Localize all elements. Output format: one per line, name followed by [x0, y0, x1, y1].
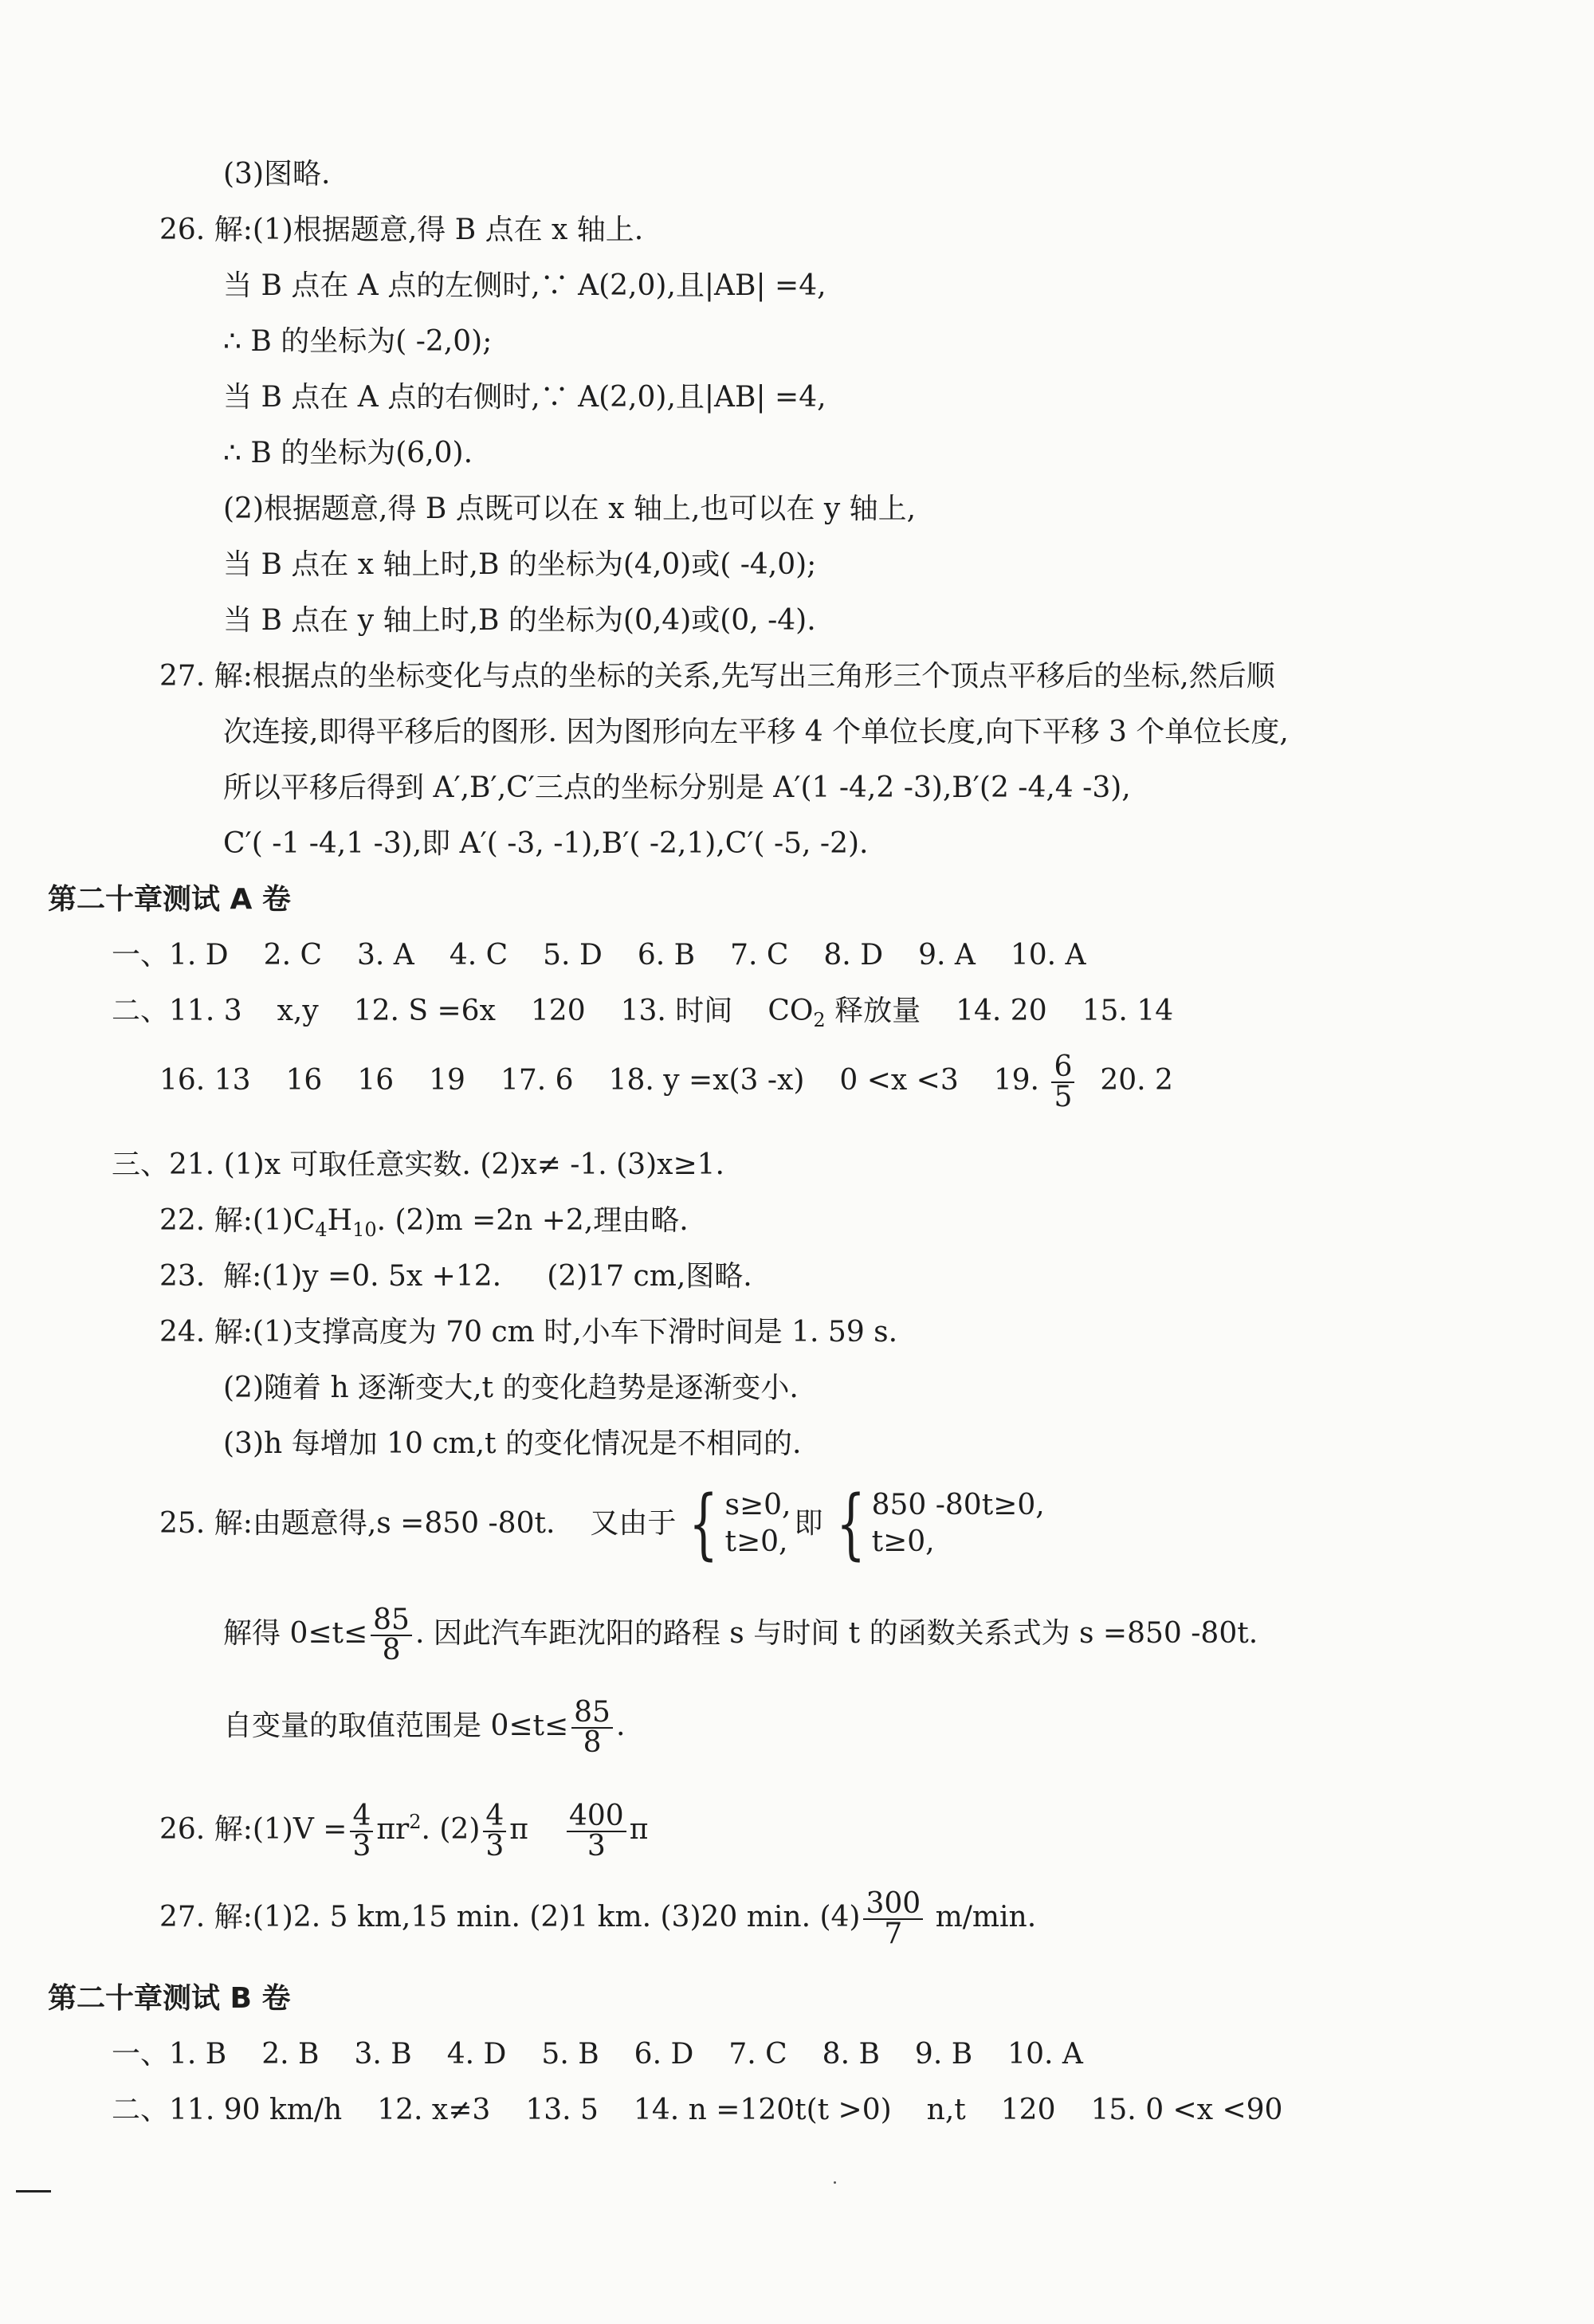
fraction-4-3-a: $\frac{4}{3}$	[350, 1802, 373, 1861]
answer-22: 22. 解$:(1)C_4H_{10}$. (2)m =2n +2,理由略.	[159, 1204, 689, 1242]
section-title-chapter20-b: 第二十章测试 B 卷	[48, 1982, 291, 2015]
answer-25-solution: 解得 0≤t≤ $\frac{85}{8}$ . 因此汽车距沈阳的路程 s 与时间 t 的函数关系式为 s =850 -80t.	[223, 1604, 1258, 1666]
fraction-85-8: $\frac{85}{8}$	[371, 1606, 412, 1665]
section-title-chapter20-a: 第二十章测试 A 卷	[48, 883, 291, 916]
fraction-300-7: $\frac{300}{7}$	[863, 1890, 923, 1949]
inequality-system-2: { 850 -80t≥0, t≥0,	[835, 1479, 1045, 1568]
answer-line-27-a: 27. 解:根据点的坐标变化与点的坐标的关系,先写出三角形三个顶点平移后的坐标,然后顺	[159, 660, 1275, 693]
scan-dot	[834, 2181, 836, 2184]
answer-24-part2: (2)随着 h 逐渐变大,t 的变化趋势是逐渐变小.	[223, 1372, 799, 1404]
answer-line-26-x-axis: 当 B 点在 x 轴上时,B 的坐标为(4,0)或( -4,0);	[223, 548, 817, 581]
answer-26-volume: 26. 解:(1)V = $\frac{4}{3}$ $\pi r^2$. (2) $\frac{4}{3}$ π $\frac{400}{3}$ π	[159, 1800, 649, 1863]
answer-line-27-c: 所以平移后得到 A′,B′,C′三点的坐标分别是 A′(1 -4,2 -3),B′(2 -4,4 -3),	[223, 771, 1131, 804]
footer-rule	[16, 2190, 51, 2192]
answer-line-3-figure: (3)图略.	[223, 158, 331, 190]
answer-24-part3: (3)h 每增加 10 cm,t 的变化情况是不相同的.	[223, 1427, 802, 1460]
answer-line-27-b: 次连接,即得平移后的图形. 因为图形向左平移 4 个单位长度,向下平移 3 个单位长度,	[223, 716, 1289, 748]
answer-line-26-left-result: ∴ B 的坐标为( -2,0);	[223, 325, 493, 358]
answer-line-26-left: 当 B 点在 A 点的左侧时,∵ A(2,0),且|AB| =4,	[223, 269, 826, 302]
answer-25-system: 25. 解:由题意得,s =850 -80t. 又由于 { s≥0, t≥0, 即 { 850 -80t≥0, t≥0,	[159, 1479, 1045, 1568]
answer-line-26-y-axis: 当 B 点在 y 轴上时,B 的坐标为(0,4)或(0, -4).	[223, 604, 816, 637]
answer-line-27-d: C′( -1 -4,1 -3),即 A′( -3, -1),B′( -2,1),C′( -5, -2).	[223, 827, 869, 860]
answer-line-26-right-result: ∴ B 的坐标为(6,0).	[223, 437, 473, 469]
sectionA-fill-row-1: 二、11. 3 x,y 12. S =6x 120 13. 时间 $CO_2$ 释放量 14. 20 15. 14	[112, 995, 1174, 1032]
answer-25-domain: 自变量的取值范围是 0≤t≤ $\frac{85}{8}$ .	[223, 1696, 626, 1759]
answer-27-speed: 27. 解:(1)2. 5 km,15 min. (2)1 km. (3)20 min. (4) $\frac{300}{7}$ m/min.	[159, 1887, 1037, 1950]
fraction-4-3-b: $\frac{4}{3}$	[483, 1802, 506, 1861]
inequality-system-1: { s≥0, t≥0,	[689, 1479, 791, 1568]
sectionB-choice-row: 一、1. B 2. B 3. B 4. D 5. B 6. D 7. C 8. B 9. B 10. A	[112, 2038, 1083, 2071]
fraction-6-5: $\frac{6}{5}$	[1051, 1053, 1074, 1112]
fraction-400-3: $\frac{400}{3}$	[567, 1802, 626, 1861]
answer-line-26-part2: (2)根据题意,得 B 点既可以在 x 轴上,也可以在 y 轴上,	[223, 493, 917, 525]
answer-line-26-right: 当 B 点在 A 点的右侧时,∵ A(2,0),且|AB| =4,	[223, 381, 826, 414]
answer-line-26-intro: 26. 解:(1)根据题意,得 B 点在 x 轴上.	[159, 214, 644, 246]
sectionA-choice-row: 一、1. D 2. C 3. A 4. C 5. D 6. B 7. C 8. D 9. A 10. A	[112, 939, 1086, 972]
sectionB-fill-row: 二、11. 90 km/h 12. x≠3 13. 5 14. n =120t(t >0) n,t 120 15. 0 <x <90	[112, 2094, 1283, 2126]
sectionA-fill-row-2: 16. 13 16 16 19 17. 6 18. y =x(3 -x) 0 <x <3 19. $\frac{6}{5}$ 20. 2	[159, 1050, 1173, 1113]
fraction-85-8-domain: $\frac{85}{8}$	[571, 1698, 613, 1757]
answer-24-part1: 24. 解:(1)支撑高度为 70 cm 时,小车下滑时间是 1. 59 s.	[159, 1316, 898, 1348]
answer-23: 23. 解:(1)y =0. 5x +12. (2)17 cm,图略.	[159, 1260, 752, 1293]
answer-21: 三、21. (1)x 可取任意实数. (2)x≠ -1. (3)x≥1.	[112, 1148, 724, 1181]
